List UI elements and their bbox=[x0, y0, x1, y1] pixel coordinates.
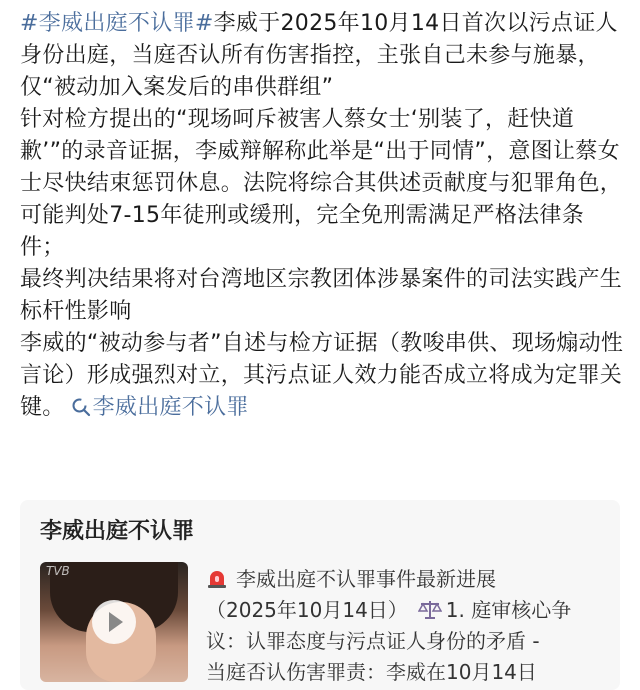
post-body bbox=[20, 8, 626, 424]
paragraph-1-text: 李威于2025年10月14日首次以污点证人身份出庭，当庭否认所有伤害指控，主张自己未参与施暴，仅“被动加入案发后的串供群组” bbox=[20, 11, 618, 100]
paragraph-4-text: 李威的“被动参与者”自述与检方证据（教唆串供、现场煽动性言论）形成强烈对立，其污点证人效力能否成立将成为定罪关键。 bbox=[20, 331, 624, 420]
hashtag-link[interactable]: #李威出庭不认罪# bbox=[20, 11, 214, 36]
card-item-label: 1. 庭审核心争 bbox=[445, 598, 572, 622]
paragraph-1 bbox=[20, 8, 626, 104]
play-icon[interactable] bbox=[92, 600, 136, 644]
siren-icon bbox=[206, 567, 228, 589]
card-date: （2025年10月14日） bbox=[206, 598, 408, 622]
card-line-2 bbox=[206, 595, 606, 626]
scale-icon bbox=[418, 598, 442, 620]
card-line-4: 当庭否认伤害罪责：李威在10月14日 bbox=[206, 660, 537, 684]
video-thumbnail[interactable] bbox=[40, 562, 188, 682]
card-line-3: 议：认罪态度与污点证人身份的矛盾 - bbox=[206, 629, 540, 653]
card-summary bbox=[206, 564, 606, 688]
card-title: 李威出庭不认罪 bbox=[40, 519, 195, 544]
card-line-1 bbox=[206, 564, 606, 595]
search-icon bbox=[71, 397, 91, 417]
paragraph-2: 针对检方提出的“现场呵斥被害人蔡女士‘别装了，赶快道歉’”的录音证据，李威辩解称此举是“出于同情”，意图让蔡女士尽快结束惩罚休息。法院将综合其供述贡献度与犯罪角色，可能判处7-15年徒刑或缓刑，完全免刑需满足严格法律条件； bbox=[20, 107, 623, 260]
paragraph-3: 最终判决结果将对台湾地区宗教团体涉暴案件的司法实践产生标杆性影响 bbox=[20, 267, 623, 324]
search-topic-link[interactable] bbox=[65, 395, 249, 420]
search-topic-label: 李威出庭不认罪 bbox=[92, 395, 249, 420]
card-line-1-text: 李威出庭不认罪事件最新进展 bbox=[236, 567, 496, 591]
thumbnail-watermark: TVB bbox=[46, 564, 70, 578]
paragraph-4 bbox=[20, 328, 626, 424]
linked-article-card[interactable] bbox=[20, 500, 620, 690]
